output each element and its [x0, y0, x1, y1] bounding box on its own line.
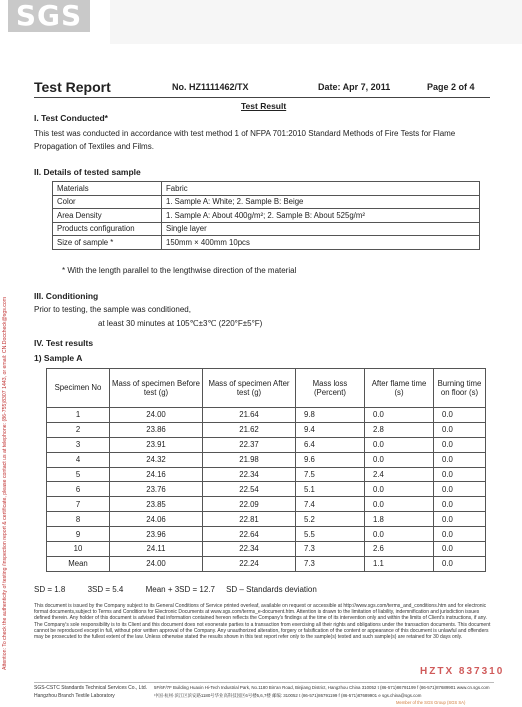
statistics-line: SD = 1.8 3SD = 5.4 Mean + 3SD = 12.7 SD – Standards deviation [34, 585, 317, 594]
table-cell: 9.4 [296, 422, 365, 437]
details-key: Materials [53, 182, 162, 196]
table-cell: 23.91 [110, 437, 203, 452]
table-cell: 7.3 [296, 556, 365, 571]
details-value: 1. Sample A: About 400g/m²; 2. Sample B: About 525g/m² [162, 209, 480, 223]
company-branch: Hangzhou Branch Textile Laboratory [34, 693, 115, 699]
table-cell: Mean [47, 556, 110, 571]
section-conditioning: III. Conditioning [34, 291, 99, 301]
table-cell: 22.34 [203, 542, 296, 557]
table-cell: 22.37 [203, 437, 296, 452]
table-cell: 1.1 [365, 556, 434, 571]
table-row [47, 542, 486, 557]
table-cell: 2.8 [365, 422, 434, 437]
table-cell: 23.86 [110, 422, 203, 437]
table-cell: 23.85 [110, 497, 203, 512]
table-cell: 23.76 [110, 482, 203, 497]
table-cell: 7.4 [296, 497, 365, 512]
column-header: After flame time (s) [365, 369, 434, 408]
table-cell: 0.0 [365, 527, 434, 542]
table-cell: 24.32 [110, 452, 203, 467]
table-cell: 1.8 [365, 512, 434, 527]
table-row [53, 195, 480, 209]
table-row [47, 497, 486, 512]
table-cell: 22.34 [203, 467, 296, 482]
column-header: Mass loss (Percent) [296, 369, 365, 408]
table-cell: 0.0 [434, 542, 486, 557]
table-cell: 6.4 [296, 437, 365, 452]
table-cell: 7 [47, 497, 110, 512]
table-cell: 0.0 [434, 556, 486, 571]
table-cell: 24.06 [110, 512, 203, 527]
details-table [52, 181, 480, 250]
table-row [53, 236, 480, 250]
details-key: Color [53, 195, 162, 209]
table-row [47, 556, 486, 571]
table-cell: 4 [47, 452, 110, 467]
page-number: Page 2 of 4 [427, 82, 475, 92]
column-header: Mass of specimen After test (g) [203, 369, 296, 408]
table-row [47, 512, 486, 527]
test-conducted-text: This test was conducted in accordance with test method 1 of NFPA 701:2010 Standard Methods of Fire Tests for Flame Propagation of Textiles and Films. [34, 129, 456, 151]
details-value: 1. Sample A: White; 2. Sample B: Beige [162, 195, 480, 209]
details-key: Size of sample * [53, 236, 162, 250]
table-cell: 0.0 [434, 408, 486, 423]
details-key: Area Density [53, 209, 162, 223]
table-cell: 9.6 [296, 452, 365, 467]
table-cell: 0.0 [434, 467, 486, 482]
table-cell: 0.0 [434, 452, 486, 467]
table-cell: 2.6 [365, 542, 434, 557]
sample-a-heading: 1) Sample A [34, 353, 83, 363]
table-cell: 0.0 [365, 437, 434, 452]
result-title: Test Result [241, 101, 287, 111]
details-value: 150mm × 400mm 10pcs [162, 236, 480, 250]
table-cell: 24.16 [110, 467, 203, 482]
table-row [47, 527, 486, 542]
table-cell: 3 [47, 437, 110, 452]
table-cell: 10 [47, 542, 110, 557]
table-cell: 0.0 [365, 482, 434, 497]
table-cell: 22.09 [203, 497, 296, 512]
table-row [47, 482, 486, 497]
column-header: Mass of specimen Before test (g) [110, 369, 203, 408]
column-header: Burning time on floor (s) [434, 369, 486, 408]
table-cell: 2.4 [365, 467, 434, 482]
table-cell: 24.11 [110, 542, 203, 557]
table-cell: 9.8 [296, 408, 365, 423]
table-row [47, 408, 486, 423]
table-cell: 22.64 [203, 527, 296, 542]
table-cell: 22.81 [203, 512, 296, 527]
report-code: HZTX 837310 [420, 666, 505, 677]
column-header: Specimen No [47, 369, 110, 408]
table-cell: 0.0 [434, 482, 486, 497]
table-cell: 0.0 [365, 452, 434, 467]
table-cell: 5.5 [296, 527, 365, 542]
table-cell: 2 [47, 422, 110, 437]
table-cell: 23.96 [110, 527, 203, 542]
table-cell: 0.0 [434, 512, 486, 527]
table-cell: 1 [47, 408, 110, 423]
table-cell: 24.00 [110, 556, 203, 571]
results-table [46, 368, 486, 572]
table-cell: 0.0 [434, 497, 486, 512]
table-cell: 0.0 [434, 422, 486, 437]
sample-size-note: * With the length parallel to the lengthwise direction of the material [62, 266, 297, 275]
authenticity-note: Attention: To check the authenticity of testing /inspection report & certificate, please contact us at telephone: (86-755)8307 1443, or email: CN.Doccheck@sgs.com [2, 296, 8, 670]
details-value: Single layer [162, 222, 480, 236]
table-cell: 0.0 [434, 527, 486, 542]
legal-disclaimer: This document is issued by the Company subject to its General Conditions of Service printed overleaf, available on request or accessible at http://www.sgs.com/terms_and_conditions.htm and for electronic format documents,subject to Terms and Conditions for Electronic Documents at www.sgs.com/terms_e-document.htm. Attention is drawn to the limitation of liability, indemnification and jurisdiction issues defined therein. Any holder of this document is advised that information contained hereon reflects the Company's findings at the time of its intervention only and within the limits of Client's instructions, if any. The Company's sole responsibility is to its Client and this document does not exonerate parties to a transaction from exercising all their rights and obligations under the transaction documents. This document cannot be reproduced except in full, without prior written approval of the Company. Any unauthorized alteration, forgery or falsification of the content or appearance of this document is unlawful and offenders may be prosecuted to the fullest extent of the law. Unless otherwise stated the results shown in this test report refer only to the sample(s) tested and such sample(s) are retained for 30 days only. [34, 603, 491, 641]
table-row [53, 209, 480, 223]
member-note: Member of the SGS Group (SGS SA) [396, 700, 466, 705]
table-cell: 6 [47, 482, 110, 497]
report-title: Test Report [34, 79, 111, 95]
table-cell: 0.0 [434, 437, 486, 452]
table-cell: 21.98 [203, 452, 296, 467]
table-cell: 0.0 [365, 408, 434, 423]
table-cell: 22.54 [203, 482, 296, 497]
table-cell: 5 [47, 467, 110, 482]
section-details: II. Details of tested sample [34, 167, 141, 177]
table-header-row [47, 369, 486, 408]
details-value: Fabric [162, 182, 480, 196]
table-row [47, 467, 486, 482]
table-cell: 22.24 [203, 556, 296, 571]
table-cell: 21.62 [203, 422, 296, 437]
table-row [53, 222, 480, 236]
section-test-conducted: I. Test Conducted* [34, 113, 108, 123]
table-cell: 21.64 [203, 408, 296, 423]
header-divider [34, 97, 490, 98]
address-cn: 中国·杭州·滨江区滨安路1180号华业高科技园区6号楼5,6,7楼 邮编: 310052 t (86-571)86791199 f (86-571)87689901 e sgs.china@sgs.com [154, 693, 422, 698]
table-cell: 24.00 [110, 408, 203, 423]
table-cell: 5.1 [296, 482, 365, 497]
table-cell: 9 [47, 527, 110, 542]
footer-divider [34, 682, 494, 683]
header-band [110, 0, 522, 44]
table-row [47, 452, 486, 467]
address-en: 5F/6F/7F Building Huaxin Hi-Tech Industrial Park, No.1180 Bin'an Road, Binjiang District, Hangzhou China 310052 t (86-571)86791199 f (86-571)87689901 www.cn.sgs.com [154, 685, 490, 690]
table-cell: 5.2 [296, 512, 365, 527]
table-cell: 0.0 [365, 497, 434, 512]
table-cell: 7.5 [296, 467, 365, 482]
table-cell: 7.3 [296, 542, 365, 557]
report-number: No. HZ1111462/TX [172, 82, 249, 92]
table-row [47, 422, 486, 437]
conditioning-text: Prior to testing, the sample was conditioned, [34, 305, 191, 314]
sgs-logo: SGS [8, 0, 90, 32]
section-test-results: IV. Test results [34, 338, 94, 348]
table-cell: 8 [47, 512, 110, 527]
table-row [53, 182, 480, 196]
details-key: Products configuration [53, 222, 162, 236]
table-row [47, 437, 486, 452]
company-name: SGS-CSTC Standards Technical Services Co., Ltd. [34, 685, 148, 691]
conditioning-detail: at least 30 minutes at 105℃±3℃ (220°F±5°F) [98, 319, 263, 328]
report-date: Date: Apr 7, 2011 [318, 82, 391, 92]
